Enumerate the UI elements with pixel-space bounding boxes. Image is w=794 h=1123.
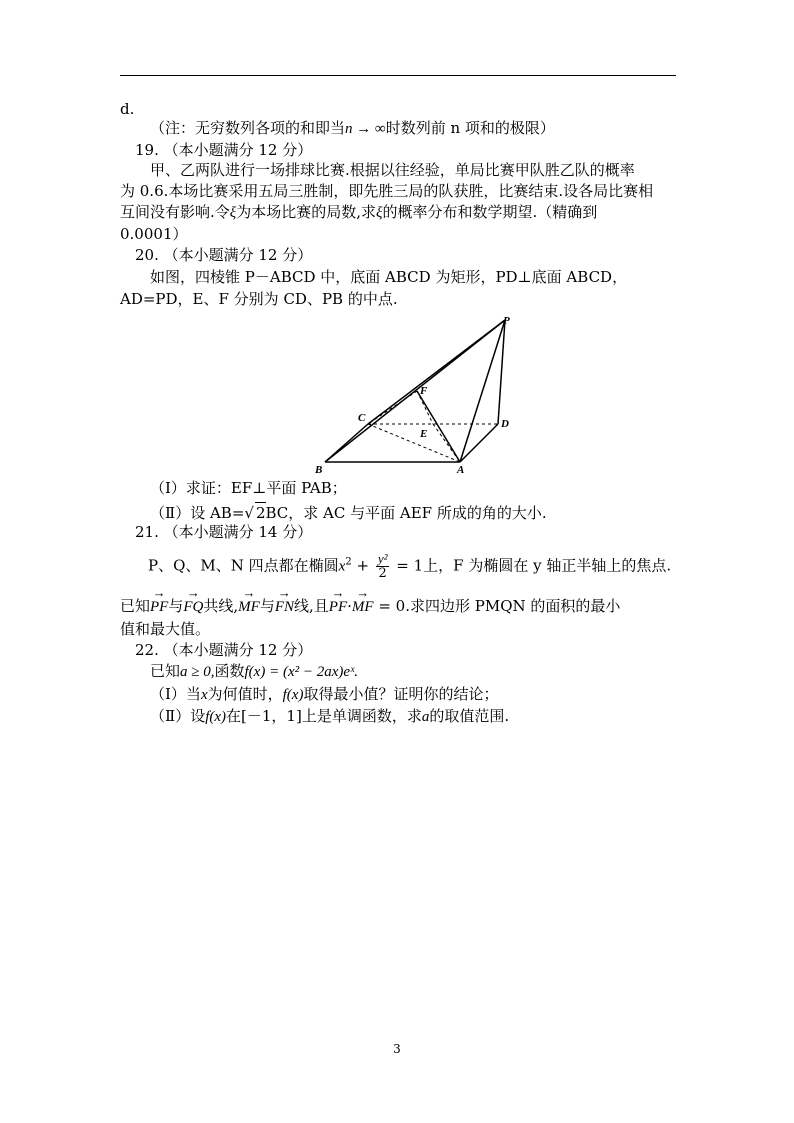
segment-fc — [368, 391, 417, 424]
edge-pc — [368, 320, 505, 424]
q19-text: 为 0.6.本场比赛采用五局三胜制，即先胜三局的队获胜，比赛结束.设各局比赛相 — [120, 182, 654, 200]
q21-heading: 21. （本小题满分 14 分） — [135, 523, 313, 541]
q22-part-ii: （Ⅱ）设f(x)在[－1，1]上是单调函数，求a的取值范围. — [150, 707, 510, 725]
pyramid-figure — [310, 312, 520, 477]
label-c: C — [358, 412, 366, 424]
label-a: A — [457, 464, 465, 476]
label-e: E — [420, 428, 428, 440]
q20-part-ii: （Ⅱ）设 AB=√ 2BC，求 AC 与平面 AEF 所成的角的大小. — [150, 504, 547, 522]
q19-heading: 19. （本小题满分 12 分） — [135, 141, 313, 159]
q22-part-i: （Ⅰ）当x为何值时，f(x)取得最小值？证明你的结论； — [150, 685, 499, 703]
q22-text: 已知a ≥ 0,函数f(x) = (x² − 2ax)eˣ. — [150, 662, 359, 680]
label-f: F — [420, 385, 428, 397]
label-d: D — [501, 418, 509, 430]
q21-text: 值和最大值。 — [120, 620, 211, 638]
q21-text: P、Q、M、N 四点都在椭圆$x^2$ + $\frac{\text{y²}}{2}$ = 1上，F 为椭圆在 y 轴正半轴上的焦点. — [148, 551, 672, 581]
q20-text: AD=PD，E、F 分别为 CD、PB 的中点. — [120, 290, 398, 308]
q19-text: 甲、乙两队进行一场排球比赛.根据以往经验，单局比赛甲队胜乙队的概率 — [150, 161, 635, 179]
note-line: （注：无穷数列各项的和即当n → ∞时数列前 n 项和的极限） — [150, 119, 555, 137]
q22-heading: 22. （本小题满分 12 分） — [135, 641, 313, 659]
page-number: 3 — [393, 1042, 401, 1056]
q20-heading: 20. （本小题满分 12 分） — [135, 246, 313, 264]
q20-text: 如图，四棱锥 P－ABCD 中，底面 ABCD 为矩形，PD⊥底面 ABCD， — [150, 268, 628, 286]
text-line: d. — [120, 100, 135, 118]
edge-pd — [498, 320, 505, 424]
q19-text: 0.0001） — [120, 225, 188, 243]
edge-pa — [460, 320, 505, 462]
segment-af — [417, 391, 460, 462]
q19-text: 互间没有影响.令ξ为本场比赛的局数,求ξ的概率分布和数学期望.（精确到 — [120, 203, 598, 221]
edge-bc — [325, 424, 368, 462]
label-b: B — [315, 464, 323, 476]
q20-part-i: （Ⅰ）求证：EF⊥平面 PAB； — [150, 479, 347, 497]
q21-text: 已知→ PF与→ FQ共线,→ MF与→ FN线,且→ PF·→ MF = 0.求四边形 PMQN 的面积的最小 — [120, 596, 620, 617]
header-rule — [120, 75, 676, 76]
segment-ca — [368, 424, 460, 462]
label-p: P — [503, 315, 510, 327]
